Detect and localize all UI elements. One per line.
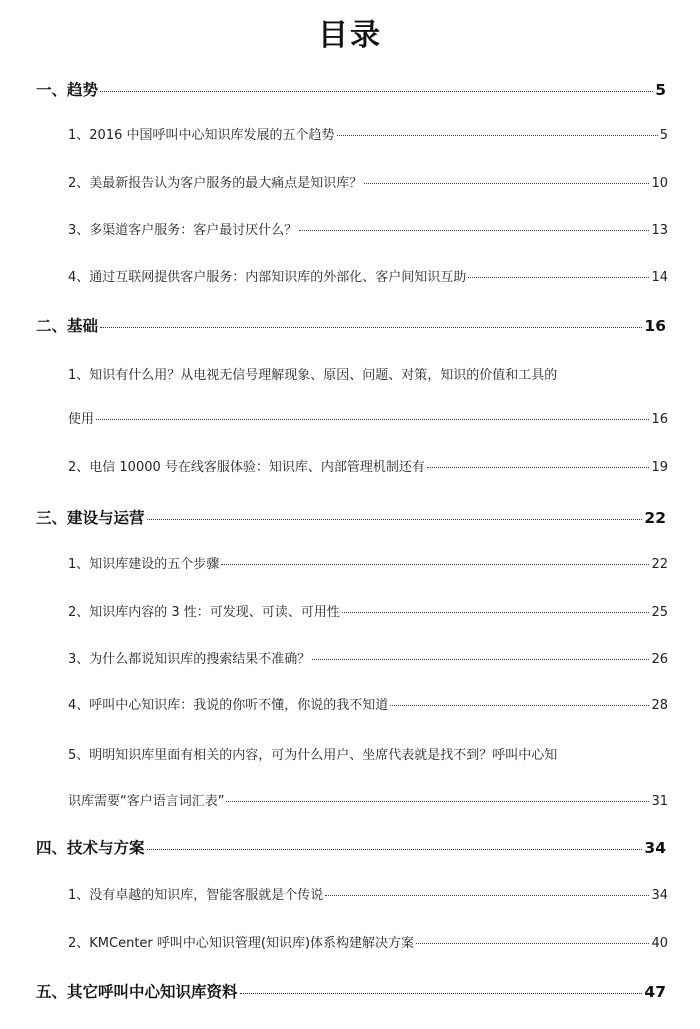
toc-item[interactable] [0, 219, 700, 243]
section-label: 建设与运营 [67, 509, 145, 527]
page-number: 34 [644, 839, 666, 857]
section-label: 其它呼叫中心知识库资料 [67, 983, 238, 1001]
toc-item[interactable] [0, 456, 700, 480]
page-number: 13 [651, 223, 668, 238]
page-number: 40 [651, 936, 668, 951]
page-number: 5 [659, 128, 668, 143]
section-number: 五、 [36, 983, 68, 1001]
section-number: 四、 [36, 839, 68, 857]
dot-leader [416, 943, 649, 944]
page-number: 22 [651, 557, 668, 572]
page-title: 目录 [318, 18, 382, 53]
page-number: 25 [651, 605, 668, 620]
toc-section[interactable] [0, 506, 700, 530]
page-number: 16 [651, 412, 668, 427]
page-number: 34 [651, 888, 668, 903]
page-number: 22 [644, 509, 666, 527]
toc-item-text: 1、2016 中国呼叫中心知识库发展的五个趋势 [68, 128, 335, 143]
page-number: 26 [651, 652, 668, 667]
dot-leader [337, 135, 658, 136]
toc-item-text: 2、知识库内容的 3 性：可发现、可读、可用性 [68, 605, 340, 620]
section-label: 趋势 [67, 81, 99, 99]
dot-leader [468, 277, 649, 278]
dot-leader [240, 993, 643, 994]
dot-leader [96, 419, 649, 420]
dot-leader [342, 612, 650, 613]
page-number: 28 [651, 698, 668, 713]
toc-item-text-line2: 使用 [68, 412, 95, 427]
page-number: 10 [651, 176, 668, 191]
dot-leader [226, 801, 649, 802]
toc-section[interactable] [0, 78, 700, 102]
section-label: 基础 [67, 317, 99, 335]
dot-leader [221, 564, 649, 565]
toc-item[interactable] [0, 601, 700, 625]
toc-item-text: 1、没有卓越的知识库，智能客服就是个传说 [68, 888, 324, 903]
dot-leader [100, 91, 653, 92]
toc-item-text: 3、多渠道客户服务：客户最讨厌什么？ [68, 223, 298, 238]
page-number: 19 [651, 460, 668, 475]
section-number: 二、 [36, 317, 68, 335]
toc-item-text: 2、美最新报告认为客户服务的最大痛点是知识库？ [68, 176, 363, 191]
toc-item-text: 4、呼叫中心知识库：我说的你听不懂，你说的我不知道 [68, 698, 389, 713]
toc-item-text: 4、通过互联网提供客户服务：内部知识库的外部化、客户间知识互助 [68, 270, 467, 285]
dot-leader [390, 705, 649, 706]
toc-item-text: 1、知识库建设的五个步骤 [68, 557, 220, 572]
dot-leader [147, 849, 643, 850]
dot-leader [100, 327, 642, 328]
dot-leader [147, 519, 643, 520]
toc-item-text-line1[interactable]: 1、知识有什么用？从电视无信号理解现象、原因、问题、对策，知识的价值和工具的 [68, 368, 558, 383]
section-number: 一、 [36, 81, 68, 99]
toc-item[interactable] [0, 790, 700, 814]
page-number: 5 [655, 81, 666, 99]
toc-item-text: 2、电信 10000 号在线客服体验：知识库、内部管理机制还有 [68, 460, 425, 475]
toc-section[interactable] [0, 314, 700, 338]
dot-leader [312, 659, 649, 660]
toc-item[interactable] [0, 124, 700, 148]
toc-item[interactable] [0, 884, 700, 908]
dot-leader [325, 895, 649, 896]
toc-item[interactable] [0, 172, 700, 196]
toc-section[interactable] [0, 836, 700, 860]
toc-item[interactable] [0, 408, 700, 432]
toc-item-text-line2: 识库需要“客户语言词汇表” [68, 794, 225, 809]
page-number: 14 [651, 270, 668, 285]
toc-item-text-line1[interactable]: 5、明明知识库里面有相关的内容，可为什么用户、坐席代表就是找不到？呼叫中心知 [68, 748, 558, 763]
page-number: 16 [644, 317, 666, 335]
section-number: 三、 [36, 509, 68, 527]
section-label: 技术与方案 [67, 839, 145, 857]
toc-item[interactable] [0, 932, 700, 956]
dot-leader [364, 183, 649, 184]
toc-item[interactable] [0, 553, 700, 577]
dot-leader [427, 467, 650, 468]
page-number: 47 [644, 983, 666, 1001]
toc-item[interactable] [0, 648, 700, 672]
toc-item[interactable] [0, 266, 700, 290]
toc-item[interactable] [0, 694, 700, 718]
toc-section[interactable] [0, 980, 700, 1004]
page-number: 31 [651, 794, 668, 809]
toc-item-text: 3、为什么都说知识库的搜索结果不准确？ [68, 652, 311, 667]
toc-item-text: 2、KMCenter 呼叫中心知识管理(知识库)体系构建解决方案 [68, 936, 415, 951]
dot-leader [299, 230, 649, 231]
